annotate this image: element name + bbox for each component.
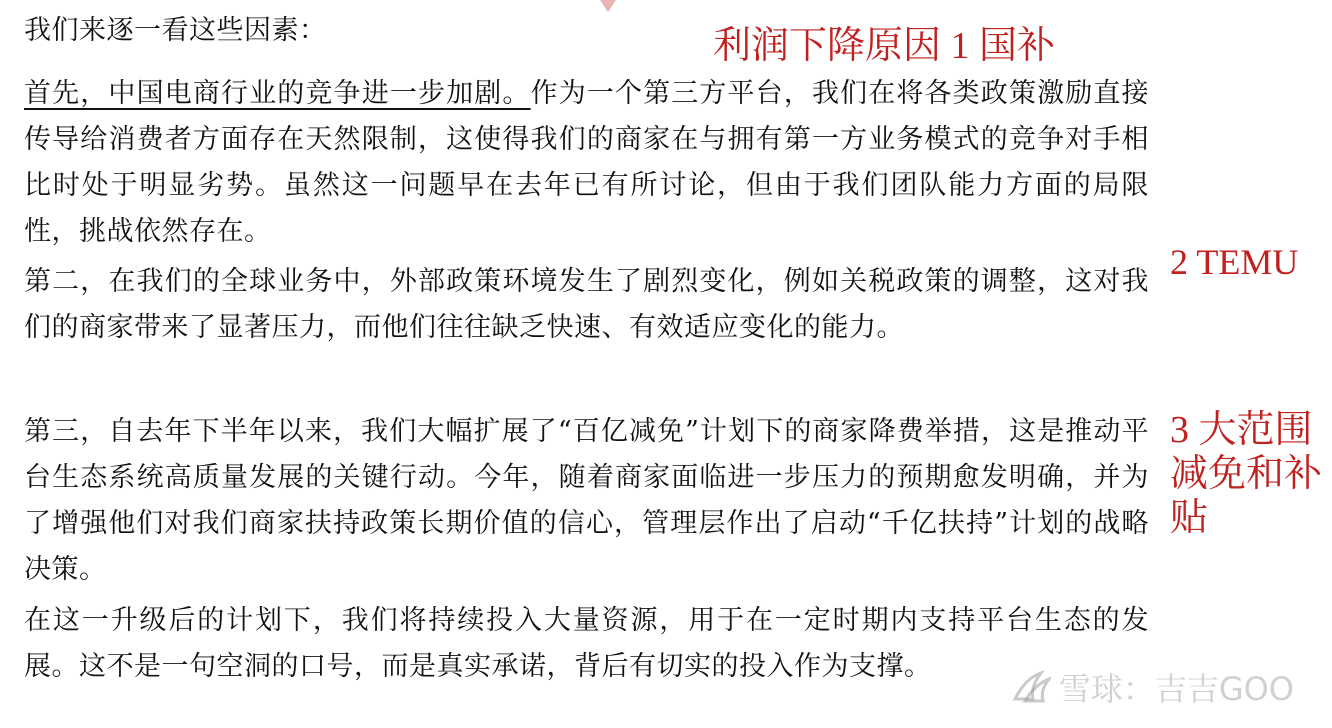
watermark (1011, 664, 1294, 710)
watermark-text: 雪球：吉吉GOO (1058, 670, 1294, 708)
underlined-highlight: 首先，中国电商行业的竞争进一步加剧。 (24, 78, 531, 109)
paragraph-second-reason: 第二，在我们的全球业务中，外部政策环境发生了剧烈变化，例如关税政策的调整，这对我们的商家带来了显著压力，而他们往往缺乏快速、有效适应变化的能力。 (24, 266, 1149, 343)
paragraph-first-reason (24, 71, 1149, 255)
paragraph-first-reason-rest: 作为一个第三方平台，我们在将各类政策激励直接传导给消费者方面存在天然限制，这使得我们的商家在与拥有第一方业务模式的竞争对手相比时处于明显劣势。虽然这一问题早在去年已有所讨论，但由于我们团队能力方面的局限性，挑战依然存在。 (24, 78, 1150, 247)
snowball-logo-icon (1011, 669, 1051, 705)
paragraph-plan-commitment: 在这一升级后的计划下，我们将持续投入大量资源，用于在一定时期内支持平台生态的发展。这不是一句空洞的口号，而是真实承诺，背后有切实的投入作为支撑。 (24, 605, 1149, 682)
paragraph-third-reason: 第三，自去年下半年以来，我们大幅扩展了“百亿减免”计划下的商家降费举措，这是推动平台生态系统高质量发展的关键行动。今年，随着商家面临进一步压力的预期愈发明确，并为了增强他们对我们商家扶持政策长期价值的信心，管理层作出了启动“千亿扶持”计划的战略决策。 (24, 416, 1149, 585)
intro-text: 我们来逐一看这些因素： (24, 15, 327, 46)
annotation-reason-2-temu: 2 TEMU (1170, 242, 1299, 282)
annotation-reason-3-subsidies: 3 大范围减免和补贴 (1170, 409, 1323, 539)
annotation-profit-decline-reason-1: 利润下降原因 1 国补 (713, 25, 1056, 67)
